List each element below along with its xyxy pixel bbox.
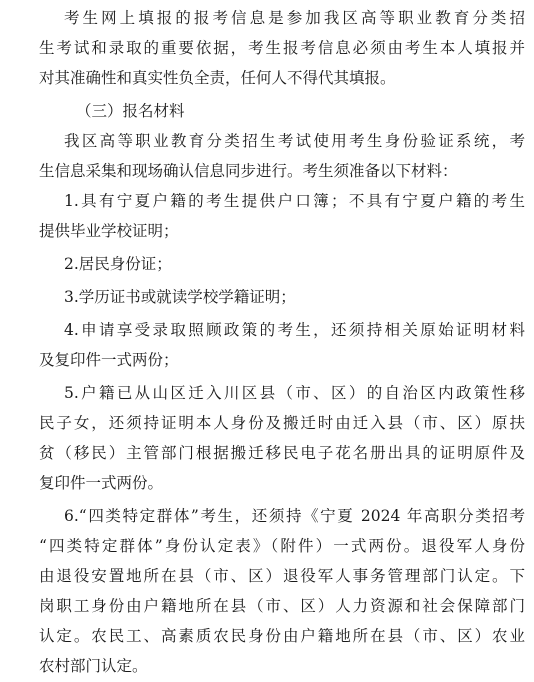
paragraph-line: 对其准确性和真实性负全责，任何人不得代其填报。 xyxy=(39,69,396,87)
section-heading: （三）报名材料 xyxy=(76,102,185,120)
list-item-line: 4.申请享受录取照顾政策的考生，还须持相关原始证明材料 xyxy=(64,321,525,339)
list-item-line: 贫（移民）主管部门根据搬迁移民电子花名册出具的证明原件及 xyxy=(39,444,525,462)
list-item-line: 岗职工身份由户籍地所在县（市、区）人力资源和社会保障部门 xyxy=(39,597,525,615)
paragraph-line: 我区高等职业教育分类招生考试使用考生身份验证系统，考 xyxy=(64,132,525,150)
list-item-line: 复印件一式两份。 xyxy=(39,474,164,492)
list-item-line: 3.学历证书或就读学校学籍证明； xyxy=(64,288,296,306)
list-item-line: “四类特定群体”身份认定表》（附件）一式两份。退役军人身份 xyxy=(39,537,525,555)
list-item-line: 及复印件一式两份； xyxy=(39,351,179,369)
list-item-line: 认定。农民工、高素质农民身份由户籍地所在县（市、区）农业 xyxy=(39,627,525,645)
list-item-line: 1.具有宁夏户籍的考生提供户口簿；不具有宁夏户籍的考生 xyxy=(64,192,525,210)
list-item-line: 农村部门认定。 xyxy=(39,657,148,675)
paragraph-line: 考生网上填报的报考信息是参加我区高等职业教育分类招 xyxy=(64,9,525,27)
list-item-line: 2.居民身份证； xyxy=(64,255,172,273)
list-item-line: 民子女，还须持证明本人身份及搬迁时由迁入县（市、区）原扶 xyxy=(39,414,525,432)
paragraph-line: 生考试和录取的重要依据，考生报考信息必须由考生本人填报并 xyxy=(39,39,525,57)
list-item-line: 提供毕业学校证明； xyxy=(39,222,179,240)
list-item-line: 6.“四类特定群体”考生，还须持《宁夏 2024 年高职分类招考 xyxy=(64,507,525,525)
paragraph-line: 生信息采集和现场确认信息同步进行。考生须准备以下材料： xyxy=(39,162,458,180)
list-item-line: 5.户籍已从山区迁入川区县（市、区）的自治区内政策性移 xyxy=(64,384,525,402)
list-item-line: 由退役安置地所在县（市、区）退役军人事务管理部门认定。下 xyxy=(39,567,525,585)
